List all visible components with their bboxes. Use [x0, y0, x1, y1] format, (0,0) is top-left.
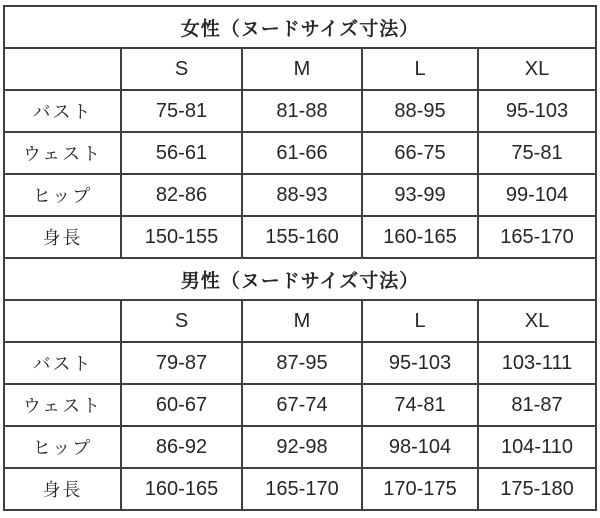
col-header-xl: XL — [478, 300, 596, 342]
corner-cell — [4, 48, 121, 90]
table-row-header-women — [4, 48, 596, 90]
row-label-bust: バスト — [4, 90, 121, 132]
size-value: 165-170 — [478, 216, 596, 258]
table-row-height-men — [4, 468, 596, 510]
size-value: 88-93 — [242, 174, 362, 216]
size-value: 92-98 — [242, 426, 362, 468]
row-label-waist: ウェスト — [4, 132, 121, 174]
col-header-s: S — [121, 300, 242, 342]
col-header-m: M — [242, 48, 362, 90]
table-row-bust-men — [4, 342, 596, 384]
size-value: 56-61 — [121, 132, 242, 174]
section-title-men: 男性（ヌードサイズ寸法） — [4, 258, 596, 300]
col-header-l: L — [362, 300, 478, 342]
size-value: 86-92 — [121, 426, 242, 468]
size-value: 82-86 — [121, 174, 242, 216]
size-value: 95-103 — [478, 90, 596, 132]
size-value: 74-81 — [362, 384, 478, 426]
col-header-xl: XL — [478, 48, 596, 90]
col-header-s: S — [121, 48, 242, 90]
col-header-m: M — [242, 300, 362, 342]
size-value: 75-81 — [121, 90, 242, 132]
size-value: 103-111 — [478, 342, 596, 384]
row-label-hip: ヒップ — [4, 426, 121, 468]
table-row-title-women — [4, 6, 596, 48]
size-value: 160-165 — [362, 216, 478, 258]
table-row-hip-men — [4, 426, 596, 468]
row-label-waist: ウェスト — [4, 384, 121, 426]
size-value: 60-67 — [121, 384, 242, 426]
size-value: 79-87 — [121, 342, 242, 384]
size-value: 87-95 — [242, 342, 362, 384]
row-label-hip: ヒップ — [4, 174, 121, 216]
table-row-hip-women — [4, 174, 596, 216]
size-value: 88-95 — [362, 90, 478, 132]
size-value: 95-103 — [362, 342, 478, 384]
table-row-height-women — [4, 216, 596, 258]
size-value: 104-110 — [478, 426, 596, 468]
size-value: 165-170 — [242, 468, 362, 510]
size-value: 81-87 — [478, 384, 596, 426]
size-value: 81-88 — [242, 90, 362, 132]
size-value: 98-104 — [362, 426, 478, 468]
size-value: 155-160 — [242, 216, 362, 258]
size-value: 160-165 — [121, 468, 242, 510]
row-label-bust: バスト — [4, 342, 121, 384]
col-header-l: L — [362, 48, 478, 90]
table-row-title-men — [4, 258, 596, 300]
size-value: 99-104 — [478, 174, 596, 216]
size-value: 175-180 — [478, 468, 596, 510]
size-value: 67-74 — [242, 384, 362, 426]
row-label-height: 身長 — [4, 216, 121, 258]
size-value: 75-81 — [478, 132, 596, 174]
size-value: 93-99 — [362, 174, 478, 216]
size-value: 61-66 — [242, 132, 362, 174]
size-value: 170-175 — [362, 468, 478, 510]
section-title-women: 女性（ヌードサイズ寸法） — [4, 6, 596, 48]
table-row-waist-women — [4, 132, 596, 174]
table-row-header-men — [4, 300, 596, 342]
table-row-bust-women — [4, 90, 596, 132]
row-label-height: 身長 — [4, 468, 121, 510]
size-value: 66-75 — [362, 132, 478, 174]
corner-cell — [4, 300, 121, 342]
size-value: 150-155 — [121, 216, 242, 258]
table-row-waist-men — [4, 384, 596, 426]
size-chart-table — [3, 5, 597, 511]
